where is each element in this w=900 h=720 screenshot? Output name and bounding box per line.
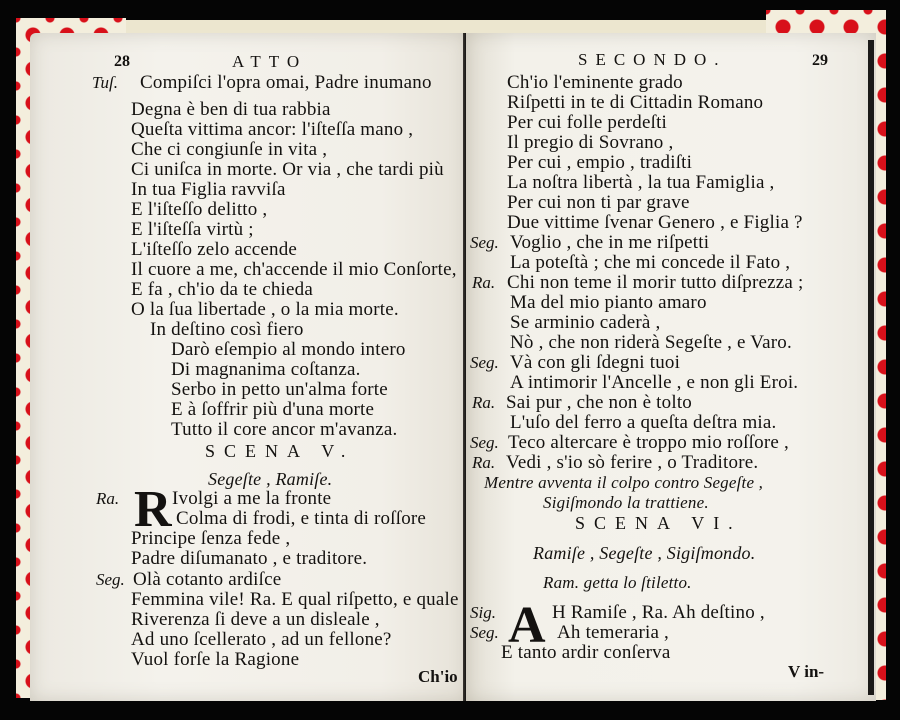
verse-line: Due vittime ſvenar Genero , e Figlia ?: [507, 212, 803, 233]
speaker-label: Tuſ.: [92, 73, 118, 92]
speaker-label: Ra.: [472, 393, 496, 412]
speaker-label: Seg.: [470, 623, 499, 642]
verse-line: E fa , ch'io da te chieda: [131, 279, 313, 300]
scene-title: SCENA VI.: [575, 513, 742, 533]
verse-line: Femmina vile! Ra. E qual riſpetto, e quale: [131, 589, 459, 610]
verse-line: Queſta vittima ancor: l'iſteſſa mano ,: [131, 119, 414, 140]
verse-line: In deſtino così fiero: [150, 319, 304, 340]
verse-line: Ad uno ſcellerato , ad un fellone?: [131, 629, 392, 650]
verse-line: Compiſci l'opra omai, Padre inumano: [140, 72, 432, 93]
verse-line: Colma di frodi, e tinta di roſſore: [176, 508, 427, 529]
verse-line: Riſpetti in te di Cittadin Romano: [507, 92, 764, 113]
verse-line: L'uſo del ferro a queſta deſtra mia.: [510, 412, 777, 433]
speaker-label: Sig.: [470, 603, 496, 622]
verse-line: H Ramiſe , Ra. Ah deſtino ,: [552, 602, 765, 623]
speaker-label: Seg.: [470, 353, 499, 372]
verse-line: E à ſoffrir più d'una morte: [171, 399, 375, 420]
verse-line: Sai pur , che non è tolto: [506, 392, 692, 413]
verse-line: Per cui non ti par grave: [507, 192, 690, 213]
verse-line: Riverenza ſi deve a un disleale ,: [131, 609, 380, 630]
verse-line: La noſtra libertà , la tua Famiglia ,: [507, 172, 775, 193]
verse-line: Se arminio caderà ,: [510, 312, 661, 333]
speaker-label: Seg.: [470, 433, 499, 452]
verse-line: Darò eſempio al mondo intero: [171, 339, 406, 360]
verse-line: A intimorir l'Ancelle , e non gli Eroi.: [510, 372, 799, 393]
verse-line: Ma del mio pianto amaro: [510, 292, 707, 313]
verse-line: Ci uniſca in morte. Or via , che tardi più: [131, 159, 444, 180]
verse-line: Il cuore a me, ch'accende il mio Conſorte,: [131, 259, 457, 280]
right-page-number: 29: [812, 52, 828, 69]
speaker-label: Ra.: [472, 453, 496, 472]
verse-line: Và con gli ſdegni tuoi: [510, 352, 681, 373]
verse-line: Tutto il core ancor m'avanza.: [171, 419, 398, 440]
verse-line: Teco altercare è troppo mio roſſore ,: [508, 432, 789, 453]
verse-line: Vedi , s'io sò ferire , o Traditore.: [506, 452, 759, 473]
scene-characters: Segeſte , Ramiſe.: [208, 469, 333, 489]
speaker-label: Ra.: [472, 273, 496, 292]
verse-line: Serbo in petto un'alma forte: [171, 379, 388, 400]
verse-line: Il pregio di Sovrano ,: [507, 132, 674, 153]
verse-line: O la ſua libertade , o la mia morte.: [131, 299, 399, 320]
verse-line: Principe ſenza fede ,: [131, 528, 291, 549]
speaker-label: Ra.: [96, 489, 120, 508]
verse-line: Vuol forſe la Ragione: [131, 649, 300, 670]
drop-capital: A: [508, 597, 546, 654]
verse-line: Ah temeraria ,: [557, 622, 669, 643]
verse-line: Nò , che non riderà Segeſte , e Varo.: [510, 332, 792, 353]
stage-direction: Ram. getta lo ſtiletto.: [543, 573, 692, 592]
verse-line: In tua Figlia ravviſa: [131, 179, 286, 200]
verse-line: La poteſtà ; che mi concede il Fato ,: [510, 252, 791, 273]
verse-line: E l'iſteſſa virtù ;: [131, 219, 254, 240]
speaker-label: Seg.: [96, 570, 125, 589]
verse-line: Olà cotanto ardiſce: [133, 569, 282, 590]
catchword: V in-: [788, 662, 825, 681]
verse-line: Per cui folle perdeſti: [507, 112, 668, 133]
right-running-head: SECONDO.: [578, 50, 727, 69]
stage-direction: Sigiſmondo la trattiene.: [543, 493, 709, 512]
scene-characters: Ramiſe , Segeſte , Sigiſmondo.: [533, 543, 756, 563]
verse-line: Chi non teme il morir tutto diſprezza ;: [507, 272, 804, 293]
drop-capital: R: [134, 481, 172, 538]
verse-line: E l'iſteſſo delitto ,: [131, 199, 268, 220]
stage-direction: Mentre avventa il colpo contro Segeſte ,: [484, 473, 764, 492]
scene-title: SCENA V.: [205, 441, 355, 461]
speaker-label: Seg.: [470, 233, 499, 252]
page-edge: [868, 40, 874, 695]
verse-line: L'iſteſſo zelo accende: [131, 239, 298, 260]
verse-line: Padre diſumanato , e traditore.: [131, 548, 368, 569]
left-page-number: 28: [114, 53, 130, 70]
verse-line: Voglio , che in me riſpetti: [510, 232, 710, 253]
verse-line: Ch'io l'eminente grado: [507, 72, 683, 93]
left-running-head: ATTO: [232, 52, 308, 71]
verse-line: Degna è ben di tua rabbia: [131, 99, 331, 120]
verse-line: Di magnanima coſtanza.: [171, 359, 361, 380]
verse-line: Che ci congiunſe in vita ,: [131, 139, 328, 160]
verse-line: E tanto ardir conſerva: [501, 642, 671, 663]
verse-line: Ivolgi a me la fronte: [172, 488, 332, 509]
catchword: Ch'io: [418, 667, 458, 686]
verse-line: Per cui , empio , tradiſti: [507, 152, 693, 173]
